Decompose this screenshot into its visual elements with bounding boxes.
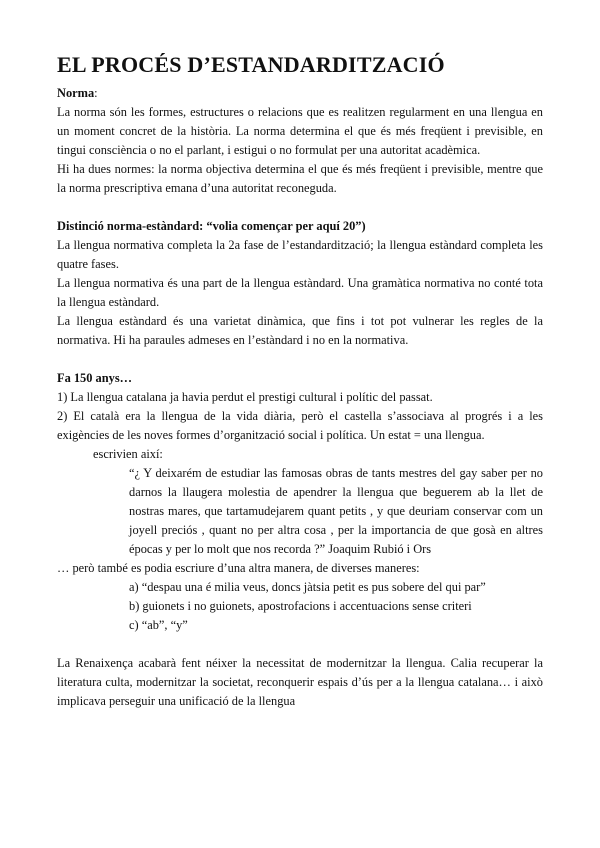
norma-heading-line — [57, 84, 543, 103]
escrivien-label: escrivien així: — [93, 447, 163, 461]
renaixenca-paragraph: La Renaixença acabarà fent néixer la necessitat de modernitzar la llengua. Calia recuperar la literatura culta, modernitzar la societat, reconquerir espais d’ús per a la llengua catalana… i això implicava perseguir una unificació de la llengua — [57, 656, 543, 708]
distincio-paragraph-1: La llengua normativa completa la 2a fase de l’estandardització; la llengua estàndard completa les quatre fases. — [57, 238, 543, 271]
pero-line: … però també es podia escriure d’una altra manera, de diverses maneres: — [57, 561, 420, 575]
distincio-paragraph-2: La llengua normativa és una part de la llengua estàndard. Una gramàtica normativa no conté tota la llengua estàndard. — [57, 276, 543, 309]
distincio-paragraph-3: La llengua estàndard és una varietat dinàmica, que fins i tot pot vulnerar les regles de la normativa. Hi ha paraules admeses en l’estàndard i no en la normativa. — [57, 314, 543, 347]
section-spacer — [57, 198, 543, 217]
rubio-quote: “¿ Y deixarém de estudiar las famosas obras de tants mestres del gay saber per no darnos la llaugera molestia de apendrer la llengua que beguerem ab la llet de nostras mares, que tartamudejarem quant petits , y que deuriam conservar com un joyell preciós , quant no per altra cosa , per la importancia de que gosà en altres épocas y per lo molt que nos recorda ?” Joaquim Rubió i Ors — [129, 466, 543, 556]
norma-paragraph-1: La norma són les formes, estructures o relacions que es realitzen regularment en una llengua en un moment concret de la història. La norma determina el que és més freqüent i previsible, en tingui consciència o no el parlant, i estigui o no formulat per una autoritat acadèmica. — [57, 105, 543, 157]
fa150-point-2: 2) El català era la llengua de la vida diària, però el castella s’associava al progrés i a les exigències de les noves formes d’organització social i política. Un estat = una llengua. — [57, 409, 543, 442]
distincio-heading: Distinció norma-estàndard: “volia començar per aquí 20”) — [57, 219, 366, 233]
norma-heading-colon: : — [94, 86, 98, 100]
section-spacer — [57, 350, 543, 369]
fa150-heading: Fa 150 anys… — [57, 371, 133, 385]
list-item: b) guionets i no guionets, apostrofacions i accentuacions sense criteri — [129, 599, 472, 613]
list-item: c) “ab”, “y” — [129, 618, 188, 632]
norma-heading: Norma — [57, 86, 95, 100]
variants-list — [57, 578, 543, 635]
fa150-point-1: 1) La llengua catalana ja havia perdut el prestigi cultural i polític del passat. — [57, 390, 433, 404]
list-item: a) “despau una é milia veus, doncs jàtsia petit es pus sobere del qui par” — [129, 580, 486, 594]
document-page — [57, 50, 543, 711]
section-spacer — [57, 635, 543, 654]
norma-paragraph-2: Hi ha dues normes: la norma objectiva determina el que és més freqüent i previsible, mentre que la norma prescriptiva emana d’una autoritat reconeguda. — [57, 162, 543, 195]
page-title: EL PROCÉS D’ESTANDARDITZACIÓ — [57, 52, 445, 77]
